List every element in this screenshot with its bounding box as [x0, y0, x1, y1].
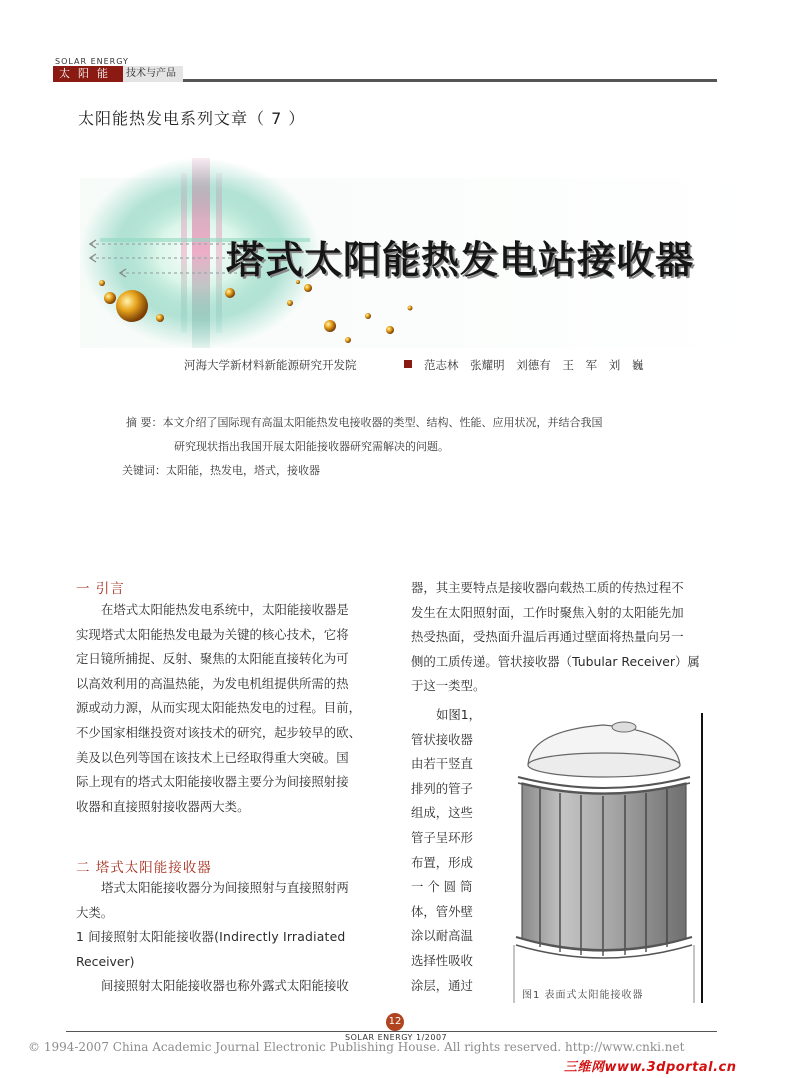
receiver-figure	[500, 713, 705, 1003]
masthead-section: 技术与产品	[123, 66, 183, 82]
article-title: 塔式太阳能热发电站接收器	[226, 238, 695, 282]
body-line: 实现塔式太阳能热发电最为关键的核心技术，它将	[76, 626, 349, 642]
body-line: 发生在太阳照射面，工作时聚焦入射的太阳能先加	[411, 604, 684, 620]
masthead-rule	[183, 79, 717, 82]
abstract-line: 研究现状指出我国开展太阳能接收器研究需解决的问题。	[174, 440, 449, 453]
body-line: 选择性吸收	[411, 952, 473, 968]
body-line: 间接照射太阳能接收器也称外露式太阳能接收	[101, 978, 349, 994]
body-line: 定日镜所捕捉、反射、聚焦的太阳能直接转化为可	[76, 651, 349, 667]
body-line: 器，其主要特点是接收器向载热工质的传热过程不	[411, 580, 684, 595]
body-line: 热受热面，受热面升温后再通过壁面将热量向另一	[411, 629, 684, 645]
figure-rule	[701, 713, 703, 1003]
body-line: 源或动力源，从而实现太阳能热发电的过程。目前，	[76, 700, 361, 716]
body-line: 一 个 圆 筒	[411, 879, 473, 895]
body-line: 收器和直接照射接收器两大类。	[76, 798, 250, 814]
body-line: 塔式太阳能接收器分为间接照射与直接照射两	[101, 880, 349, 895]
masthead-brand: 太阳能	[53, 66, 123, 82]
abstract-line: 摘 要：本文介绍了国际现有高温太阳能热发电接收器的类型、结构、性能、应用状况，并结合我国	[126, 416, 603, 429]
body-line: 际上现有的塔式太阳能接收器主要分为间接照射接	[76, 774, 349, 790]
figure-caption: 图1 表面式太阳能接收器	[522, 990, 644, 1001]
series-title: 太阳能热发电系列文章（ 7 ）	[78, 109, 306, 128]
body-line: 侧的工质传递。管状接收器（Tubular Receiver）属	[411, 653, 700, 669]
body-line: 以高效利用的高温热能，为发电机组提供所需的热	[76, 675, 349, 691]
body-line: 美及以色列等国在该技术上已经取得重大突破。国	[76, 749, 349, 765]
body-line: 体，管外壁	[411, 903, 473, 919]
page-number: 12	[386, 1013, 404, 1031]
keywords: 关键词：太阳能，热发电，塔式，接收器	[122, 464, 320, 477]
body-line: 涂层，通过	[411, 977, 473, 993]
right-column-narrow-text	[411, 703, 485, 998]
body-line: Receiver)	[76, 953, 135, 969]
body-line: 排列的管子	[411, 780, 473, 796]
body-line: 由若干竖直	[411, 756, 473, 772]
copyright-notice: © 1994-2007 China Academic Journal Electronic Publishing House. All rights reserved. http://www.cnki.net	[28, 1040, 685, 1054]
section-heading: 一 引言	[76, 581, 125, 597]
body-line: 如图1，	[436, 707, 482, 722]
footer-journal: SOLAR ENERGY 1/2007	[345, 1033, 448, 1042]
right-column-text	[411, 576, 716, 699]
body-line: 管子呈环形	[411, 829, 473, 845]
section-2-text	[76, 876, 381, 999]
separator-square	[404, 360, 412, 368]
body-line: 在塔式太阳能热发电系统中，太阳能接收器是	[101, 602, 349, 617]
body-line: 组成，这些	[411, 805, 473, 821]
body-line: 管状接收器	[411, 731, 473, 747]
body-line: 不少国家相继投资对该技术的研究，起步较早的欧、	[76, 724, 361, 740]
body-line: 布置，形成	[411, 854, 473, 870]
body-line: 涂以耐高温	[411, 928, 473, 944]
watermark: 三维网www.3dportal.cn	[564, 1060, 737, 1075]
body-line: 1 间接照射太阳能接收器(Indirectly Irradiated	[76, 929, 346, 945]
body-line: 大类。	[76, 904, 114, 920]
author-list: 范志林 张耀明 刘德有 王 军 刘 巍	[424, 358, 644, 372]
masthead-english: SOLAR ENERGY	[55, 57, 129, 66]
footer-rule	[66, 1031, 717, 1032]
affiliation: 河海大学新材料新能源研究开发院	[184, 358, 357, 372]
section-1-text	[76, 598, 381, 819]
body-line: 于这一类型。	[411, 678, 486, 694]
section-heading: 二 塔式太阳能接收器	[76, 860, 212, 876]
